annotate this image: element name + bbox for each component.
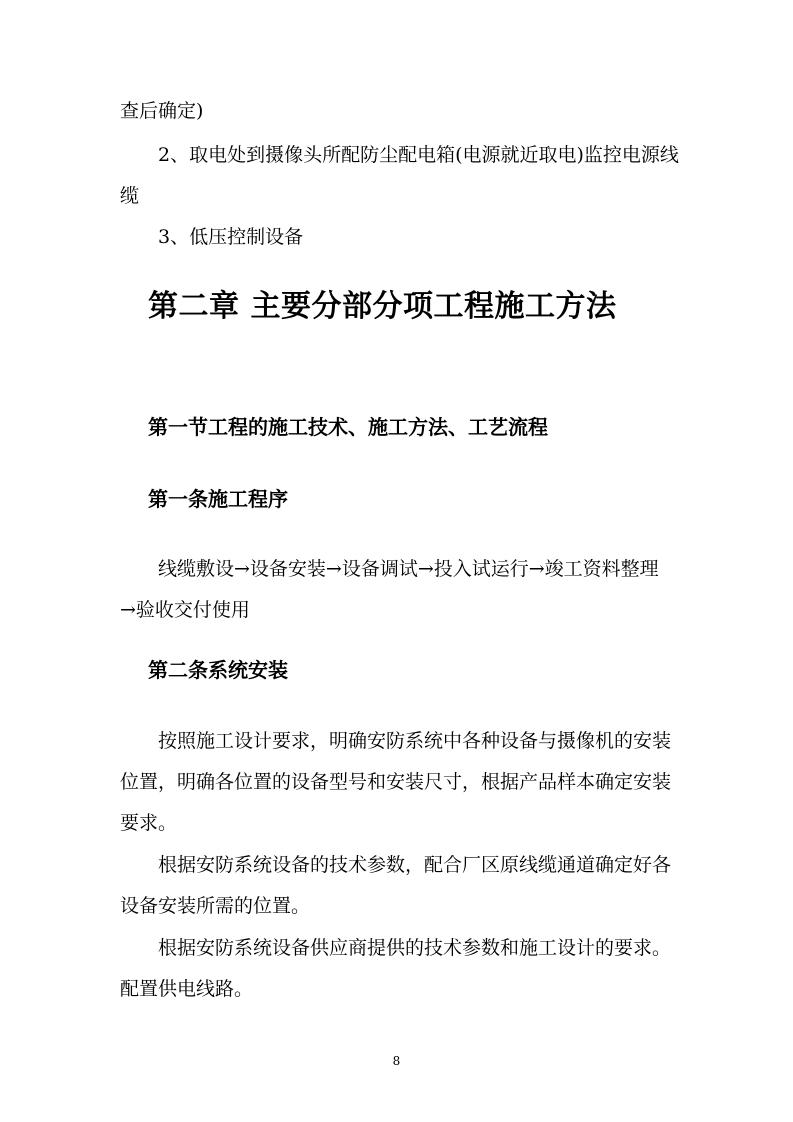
section-title: 第一节工程的施工技术、施工方法、工艺流程 [148,415,548,439]
body-text-line: 2、取电处到摄像头所配防尘配电箱(电源就近取电)监控电源线 [158,144,679,166]
body-text-line: 3、低压控制设备 [158,226,304,248]
body-text-line: 缆 [120,185,140,207]
body-text-line: 线缆敷设→设备安装→设备调试→投入试运行→竣工资料整理 [158,558,659,580]
body-text-line: 根据安防系统设备的技术参数，配合厂区原线缆通道确定好各 [158,854,672,876]
body-text-line: →验收交付使用 [120,599,250,621]
article-title: 第二条系统安装 [148,658,288,682]
body-text-line: 配置供电线路。 [120,978,254,1000]
body-text-line: 按照施工设计要求，明确安防系统中各种设备与摄像机的安装 [158,730,672,752]
body-text-line: 设备安装所需的位置。 [120,895,311,917]
body-text-line: 查后确定) [120,100,204,122]
chapter-title: 第二章 主要分部分项工程施工方法 [148,289,617,324]
article-title: 第一条施工程序 [148,487,288,511]
body-text-line: 要求。 [120,812,178,834]
page-number: 8 [392,1054,401,1068]
body-text-line: 位置，明确各位置的设备型号和安装尺寸，根据产品样本确定安装 [120,771,672,793]
body-text-line: 根据安防系统设备供应商提供的技术参数和施工设计的要求。 [158,937,672,959]
